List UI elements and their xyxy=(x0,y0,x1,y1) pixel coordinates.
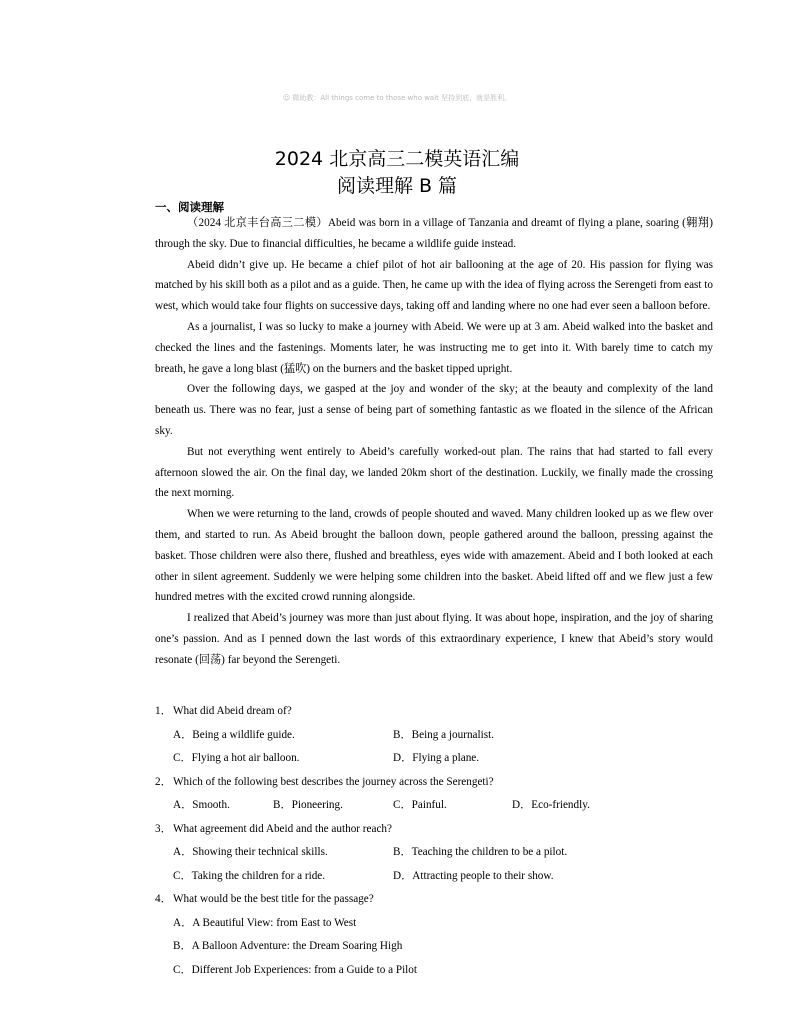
question-text: Which of the following best describes the journey across the Serengeti? xyxy=(173,775,494,788)
option-b[interactable]: B．Pioneering. xyxy=(273,799,343,811)
option-b[interactable]: B．Teaching the children to be a pilot. xyxy=(393,846,568,858)
passage-paragraph: Abeid didn’t give up. He became a chief pilot of hot air ballooning at the age of 20. His passion for flying was matched by his skill both as a pilot and as a guide. Then, he came up with the idea of flying across the Serengeti from east to west, which would take four flights on successive days, taking off and landing where no one had ever seen a balloon before. xyxy=(155,258,713,313)
passage-paragraph: （2024 北京丰台高三二模）Abeid was born in a village of Tanzania and dreamt of flying a plane, soaring (翱翔) through the sky. Due to financial difficulties, he became a wildlife guide instead. xyxy=(155,217,713,250)
option-row xyxy=(155,794,715,818)
passage-paragraph: Over the following days, we gasped at the joy and wonder of the sky; at the beauty and complexity of the land beneath us. There was no fear, just a sense of being part of something fantastic as we floated in the silence of the African sky. xyxy=(155,383,713,437)
option-c[interactable]: C．Flying a hot air balloon. xyxy=(173,752,300,764)
header-watermark: ☺ 微助教：All things come to those who wait 坚持到底，就是胜利。 xyxy=(282,94,512,102)
option-d[interactable]: D．Flying a plane. xyxy=(393,752,480,764)
option-a[interactable]: A．Being a wildlife guide. xyxy=(173,728,295,741)
option-b[interactable]: B．A Balloon Adventure: the Dream Soaring High xyxy=(173,940,403,952)
question-number: 1． xyxy=(155,705,172,717)
question-text: What would be the best title for the passage? xyxy=(173,893,374,905)
option-row xyxy=(155,747,715,771)
question-4 xyxy=(155,888,715,912)
option-d[interactable]: D．Attracting people to their show. xyxy=(393,869,554,882)
option-b[interactable]: B．Being a journalist. xyxy=(393,728,494,741)
question-number: 2． xyxy=(155,775,172,788)
option-c[interactable]: C．Different Job Experiences: from a Guide to a Pilot xyxy=(173,963,417,976)
passage-paragraph: But not everything went entirely to Abeid’s carefully worked-out plan. The rains that had started to fall every afternoon slowed the air. On the final day, we landed 20km short of the destination. Luckily, we finally made the crossing the next morning. xyxy=(155,445,713,500)
option-a[interactable]: A．A Beautiful View: from East to West xyxy=(173,916,357,929)
option-a[interactable]: A．Showing their technical skills. xyxy=(173,846,328,858)
section-heading: 一、阅读理解 xyxy=(155,200,224,214)
question-3 xyxy=(155,818,715,842)
option-a[interactable]: A．Smooth. xyxy=(173,799,230,811)
question-1 xyxy=(155,700,715,724)
passage-paragraph: When we were returning to the land, crowds of people shouted and waved. Many children looked up as we flew over them, and started to run. As Abeid brought the balloon down, people gathered around the balloon, pressing against the basket. Those children were also there, flushed and breathless, eyes wide with amazement. Abeid and I both looked at each other in silent agreement. Suddenly we were helping some children into the basket. Abeid lifted off and we flew just a few hundred metres with the excited crowd running alongside. xyxy=(155,508,713,604)
passage-paragraph: As a journalist, I was so lucky to make a journey with Abeid. We were up at 3 am. Abeid walked into the basket and checked the lines and the fastenings. Moments later, he was instructing me to get into it. With barely time to catch my breath, he gave a long blast (猛吹) on the burners and the basket tipped upright. xyxy=(155,320,713,375)
option-row xyxy=(155,959,715,983)
option-row xyxy=(155,935,715,959)
option-row xyxy=(155,724,715,748)
document-subtitle: 阅读理解 B 篇 xyxy=(336,175,458,197)
option-row xyxy=(155,841,715,865)
passage-paragraph: I realized that Abeid’s journey was more than just about flying. It was about hope, inspiration, and the joy of sharing one’s passion. And as I penned down the last words of this extraordinary experience, I knew that Abeid’s story would resonate (回荡) far beyond the Serengeti. xyxy=(155,612,713,666)
option-row xyxy=(155,865,715,889)
option-c[interactable]: C．Taking the children for a ride. xyxy=(173,869,326,882)
question-number: 4． xyxy=(155,893,172,905)
question-number: 3． xyxy=(155,822,172,835)
option-d[interactable]: D．Eco-friendly. xyxy=(512,799,590,811)
passage xyxy=(155,213,713,671)
question-text: What did Abeid dream of? xyxy=(173,705,292,717)
document-title: 2024 北京高三二模英语汇编 xyxy=(274,148,520,170)
question-list xyxy=(155,700,715,982)
option-row xyxy=(155,912,715,936)
question-text: What agreement did Abeid and the author reach? xyxy=(173,822,392,835)
option-c[interactable]: C．Painful. xyxy=(393,799,447,811)
question-2 xyxy=(155,771,715,795)
